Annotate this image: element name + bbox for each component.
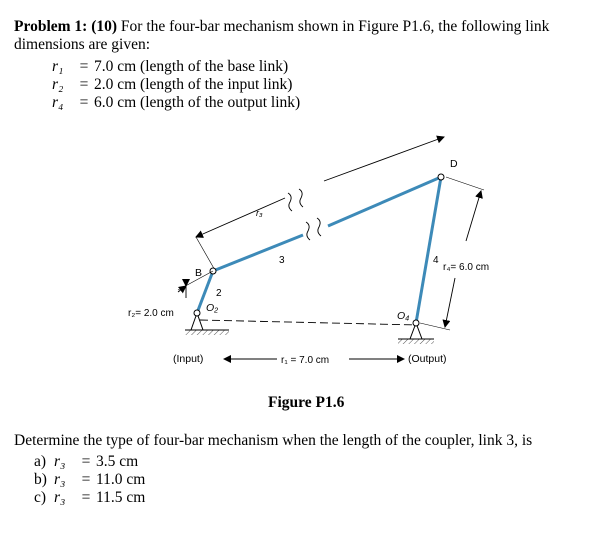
pivot-o4-label: O₄	[397, 310, 410, 322]
given-value: 7.0 cm (length of the base link)	[94, 58, 289, 75]
option-letter: a)	[34, 453, 47, 470]
ground-line	[200, 320, 418, 325]
given-symbol: r₄	[52, 94, 64, 111]
option-b: b) r₃ = 11.0 cm	[34, 471, 146, 488]
given-value: 2.0 cm (length of the input link)	[94, 76, 293, 93]
r1-dimension-label: r₁ = 7.0 cm	[281, 355, 330, 366]
option-symbol: r₃	[54, 471, 66, 488]
ground-pivot-o4	[398, 320, 434, 344]
given-value: 6.0 cm (length of the output link)	[94, 94, 301, 111]
link-2-label: 2	[216, 288, 222, 299]
option-c: c) r₃ = 11.5 cm	[34, 489, 146, 506]
problem-points: (10)	[91, 18, 118, 35]
problem-heading: Problem 1:	[14, 18, 88, 35]
input-label: (Input)	[173, 353, 204, 365]
point-d-label: D	[450, 158, 458, 170]
option-letter: b)	[34, 471, 47, 488]
r3-dimension-line	[196, 137, 444, 272]
r3-label: r₃	[256, 208, 263, 218]
option-value: 3.5 cm	[96, 453, 139, 470]
r4-dimension-line	[420, 177, 484, 330]
option-a: a) r₃ = 3.5 cm	[34, 453, 139, 470]
given-symbol: r₂	[52, 76, 64, 93]
figure-caption: Figure P1.6	[268, 394, 345, 411]
option-letter: c)	[34, 489, 47, 506]
link-3-coupler	[213, 177, 441, 271]
link-3-label: 3	[279, 255, 285, 266]
problem-statement-line-2: dimensions are given:	[14, 36, 151, 53]
output-label: (Output)	[408, 353, 447, 365]
given-symbol: r₁	[52, 58, 64, 75]
given-r1: r₁ = 7.0 cm (length of the base link)	[52, 58, 289, 75]
given-r2: r₂ = 2.0 cm (length of the input link)	[52, 76, 293, 93]
r2-dimension-label: r₂= 2.0 cm	[128, 308, 174, 319]
option-value: 11.5 cm	[96, 489, 146, 506]
option-symbol: r₃	[54, 453, 66, 470]
link-4-output	[416, 177, 441, 323]
point-b-label: B	[195, 267, 203, 279]
link-4-label: 4	[433, 255, 439, 266]
option-symbol: r₃	[54, 489, 66, 506]
given-r4: r₄ = 6.0 cm (length of the output link)	[52, 94, 301, 111]
pivot-o2-label: O₂	[206, 302, 219, 314]
r4-dimension-label: r₄= 6.0 cm	[443, 262, 490, 273]
option-value: 11.0 cm	[96, 471, 146, 488]
joint-d	[438, 174, 444, 180]
question-text: Determine the type of four-bar mechanism when the length of the coupler, link 3, is	[14, 432, 533, 449]
problem-intro: For the four-bar mechanism shown in Figure P1.6, the following link	[120, 18, 550, 35]
